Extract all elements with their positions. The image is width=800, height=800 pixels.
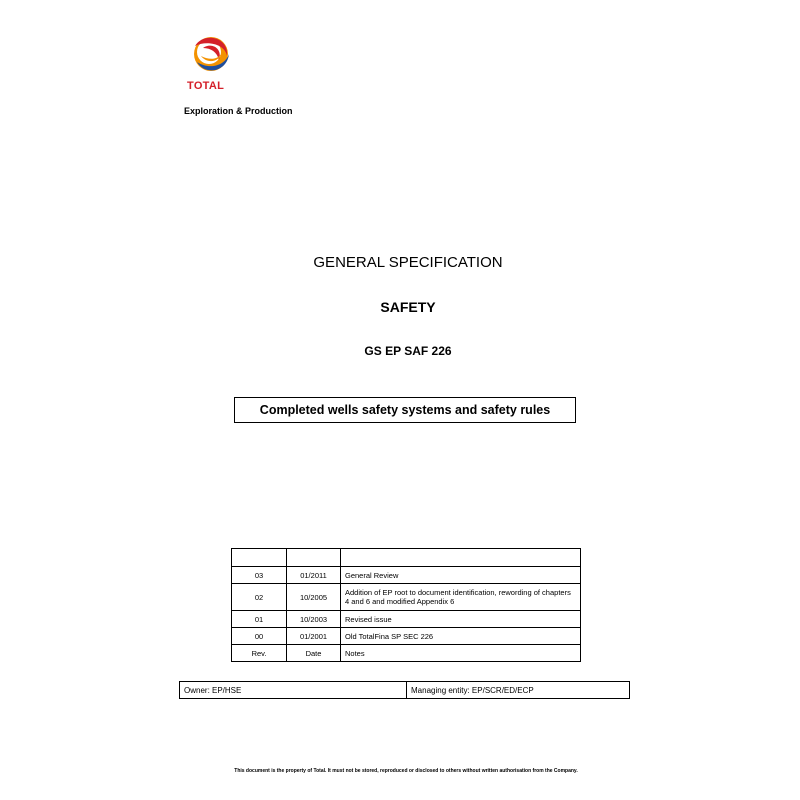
document-type: GENERAL SPECIFICATION [313, 254, 503, 271]
revision-date: 01/2011 [287, 567, 341, 584]
table-row [180, 682, 630, 699]
table-row [232, 549, 581, 567]
table-row [232, 567, 581, 584]
header-notes: Notes [341, 645, 581, 662]
revision-number: 01 [232, 611, 287, 628]
revision-date: 10/2005 [287, 584, 341, 611]
revision-notes: General Review [341, 567, 581, 584]
table-cell [287, 549, 341, 567]
table-row [232, 584, 581, 611]
document-category: SAFETY [380, 299, 436, 315]
revision-date: 10/2003 [287, 611, 341, 628]
revision-notes: Revised issue [341, 611, 581, 628]
revision-date: 01/2001 [287, 628, 341, 645]
ownership-table [179, 681, 630, 699]
document-reference: GS EP SAF 226 [364, 344, 452, 358]
revision-number: 02 [232, 584, 287, 611]
revision-notes: Old TotalFina SP SEC 226 [341, 628, 581, 645]
revision-number: 00 [232, 628, 287, 645]
table-row [232, 611, 581, 628]
table-cell [232, 549, 287, 567]
logo-wordmark: TOTAL [187, 80, 225, 92]
owner-cell: Owner: EP/HSE [180, 682, 407, 699]
document-title-box [234, 397, 576, 423]
header-rev: Rev. [232, 645, 287, 662]
table-cell [341, 549, 581, 567]
table-row [232, 628, 581, 645]
revision-table [231, 548, 581, 662]
managing-entity-cell: Managing entity: EP/SCR/ED/ECP [407, 682, 630, 699]
revision-number: 03 [232, 567, 287, 584]
confidentiality-notice: This document is the property of Total. It must not be stored, reproduced or disclosed to others without written authorisation from the Company. [234, 768, 578, 774]
division-label: Exploration & Production [184, 106, 293, 116]
header-date: Date [287, 645, 341, 662]
revision-notes: Addition of EP root to document identification, rewording of chapters 4 and 6 and modified Appendix 6 [341, 584, 581, 611]
document-title: Completed wells safety systems and safety rules [259, 403, 551, 417]
table-header-row [232, 645, 581, 662]
